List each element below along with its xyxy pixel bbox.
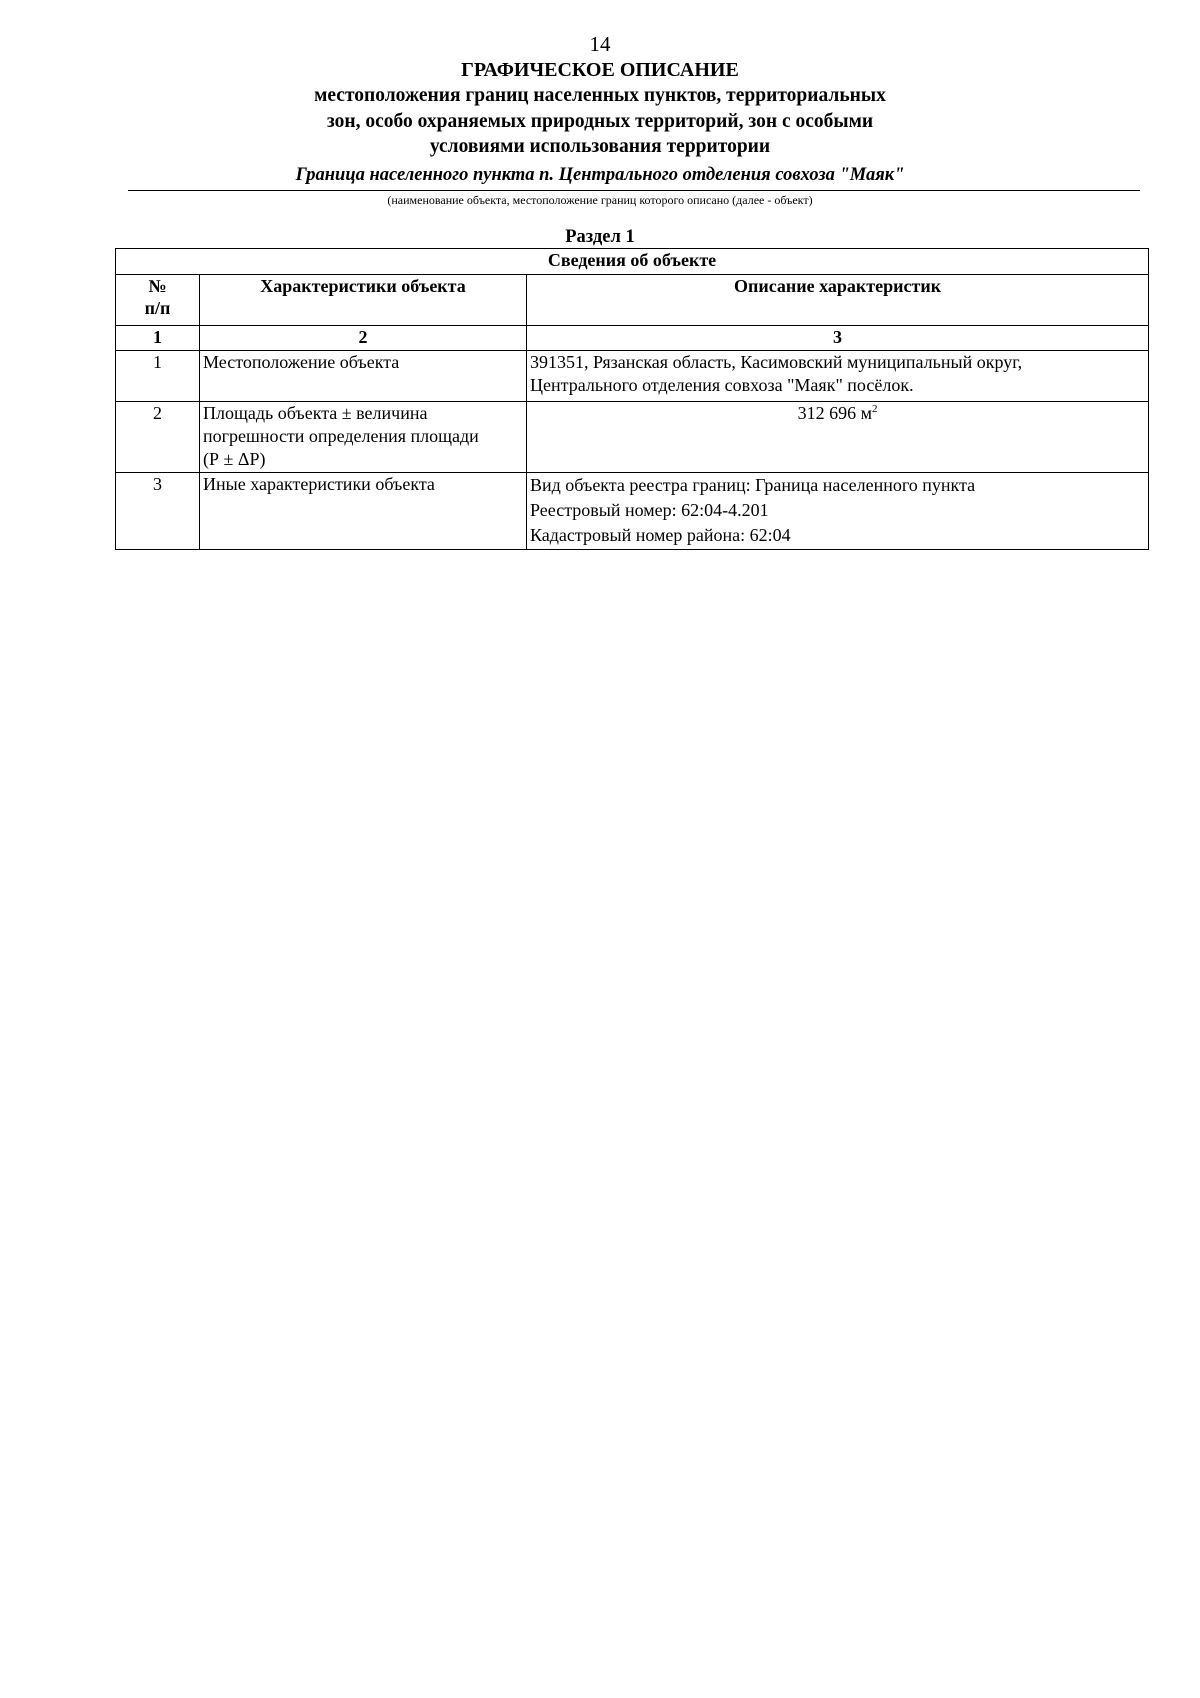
column-number: 1 — [116, 326, 200, 351]
area-unit-superscript: 2 — [871, 403, 878, 415]
header-num — [116, 275, 200, 326]
header-num-line: п/п — [144, 298, 171, 318]
header-description: Описание характеристик — [527, 275, 1149, 326]
table-caption: Сведения об объекте — [116, 249, 1149, 275]
document-subtitle-line: местоположения границ населенных пунктов, территориальных — [314, 85, 886, 106]
document-subtitle-line: условиями использования территории — [429, 136, 771, 157]
column-numbers-row — [116, 326, 1149, 351]
description-line: Вид объекта реестра границ: Граница населенного пункта — [530, 475, 976, 495]
row-number: 3 — [116, 473, 200, 550]
object-info-table — [115, 248, 1149, 550]
document-title: ГРАФИЧЕСКОЕ ОПИСАНИЕ — [461, 59, 739, 81]
section-title: Раздел 1 — [565, 227, 635, 247]
table-header-row — [116, 275, 1149, 326]
description-line: Реестровый номер: 62:04-4.201 — [530, 500, 769, 520]
row-description — [527, 473, 1149, 550]
row-characteristic: Местоположение объекта — [200, 351, 527, 402]
table-row — [116, 351, 1149, 402]
characteristic-line: (Р ± ΔР) — [203, 449, 266, 469]
page-number: 14 — [589, 32, 611, 56]
object-name: Граница населенного пункта п. Центрального отделения совхоза "Маяк" — [295, 165, 905, 185]
column-number: 2 — [200, 326, 527, 351]
row-characteristic — [200, 402, 527, 473]
description-line: Кадастровый номер района: 62:04 — [530, 525, 791, 545]
description-line: 391351, Рязанская область, Касимовский муниципальный округ, — [530, 352, 1023, 372]
document-subtitle-line: зон, особо охраняемых природных территорий, зон с особыми — [326, 110, 874, 132]
document-title-block — [0, 58, 1200, 160]
object-name-caption: (наименование объекта, местоположение границ которого описано (далее - объект) — [387, 193, 813, 207]
row-number: 1 — [116, 351, 200, 402]
description-line: Центрального отделения совхоза "Маяк" посёлок. — [530, 375, 914, 395]
row-description — [527, 351, 1149, 402]
header-characteristics: Характеристики объекта — [200, 275, 527, 326]
row-characteristic: Иные характеристики объекта — [200, 473, 527, 550]
characteristic-line: погрешности определения площади — [203, 426, 479, 446]
table-caption-row — [116, 249, 1149, 275]
characteristic-line: Площадь объекта ± величина — [203, 403, 428, 423]
column-number: 3 — [527, 326, 1149, 351]
table-row — [116, 402, 1149, 473]
area-value-cell — [527, 402, 1149, 473]
header-num-line: № — [148, 276, 167, 296]
area-value: 312 696 м — [797, 403, 872, 423]
table-row — [116, 473, 1149, 550]
row-number: 2 — [116, 402, 200, 473]
object-name-underline — [128, 190, 1140, 191]
